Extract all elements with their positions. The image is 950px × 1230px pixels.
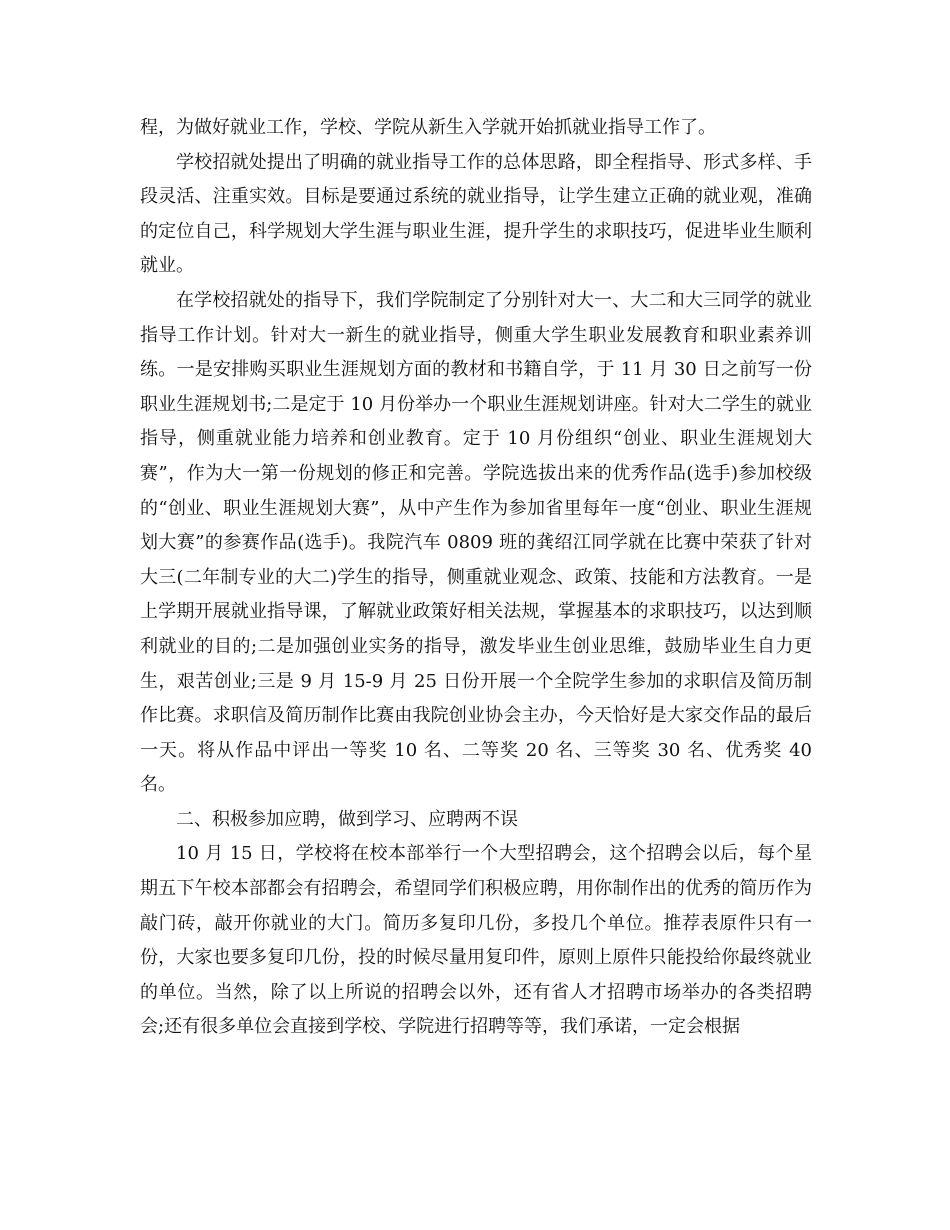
section-heading-recruitment: 二、积极参加应聘，做到学习、应聘两不误 xyxy=(176,808,518,830)
paragraph-continuation: 程，为做好就业工作，学校、学院从新生入学就开始抓就业指导工作了。 xyxy=(140,117,716,138)
paragraph-guidance-approach: 学校招就处提出了明确的就业指导工作的总体思路，即全程指导、形式多样、手段灵活、注重实效。目标是要通过系统的就业指导，让学生建立正确的就业观，准确的定位自己，科学规划大学生涯与职业生涯，提升学生的求职技巧，促进毕业生顺利就业。 xyxy=(140,151,812,277)
paragraph-college-plan: 在学校招就处的指导下，我们学院制定了分别针对大一、大二和大三同学的就业指导工作计划。针对大一新生的就业指导，侧重大学生职业发展教育和职业素养训练。一是安排购买职业生涯规划方面的教材和书籍自学，于 11 月 30 日之前写一份职业生涯规划书;二是定于 10 月份举办一个职业生涯规划讲座。针对大二学生的就业指导，侧重就业能力培养和创业教育。定于 10 月份组织“创业、职业生涯规划大赛”，作为大一第一份规划的修正和完善。学院选拔出来的优秀作品(选手)参加校级的“创业、职业生涯规划大赛”，从中产生作为参加省里每年一度“创业、职业生涯规划大赛”的参赛作品(选手)。我院汽车 0809 班的龚绍江同学就在比赛中荣获了针对大三(二年制专业的大二)学生的指导，侧重就业观念、政策、技能和方法教育。一是上学期开展就业指导课，了解就业政策好相关法规，掌握基本的求职技巧，以达到顺利就业的目的;二是加强创业实务的指导，激发毕业生创业思维，鼓励毕业生自力更生，艰苦创业;三是 9 月 15-9 月 25 日份开展一个全院学生参加的求职信及简历制作比赛。求职信及简历制作比赛由我院创业协会主办，今天恰好是大家交作品的最后一天。将从作品中评出一等奖 10 名、二等奖 20 名、三等奖 30 名、优秀奖 40 名。 xyxy=(140,289,812,796)
paragraph-job-fair: 10 月 15 日，学校将在校本部举行一个大型招聘会，这个招聘会以后，每个星期五下午校本部都会有招聘会，希望同学们积极应聘，用你制作出的优秀的简历作为敲门砖，敲开你就业的大门。简历多复印几份，多投几个单位。推荐表原件只有一份，大家也要多复印几份，投的时候尽量用复印件，原则上原件只能投给你最终就业的单位。当然，除了以上所说的招聘会以外，还有省人才招聘市场举办的各类招聘会;还有很多单位会直接到学校、学院进行招聘等等，我们承诺，一定会根据 xyxy=(140,843,812,1038)
document-body xyxy=(140,111,812,1045)
